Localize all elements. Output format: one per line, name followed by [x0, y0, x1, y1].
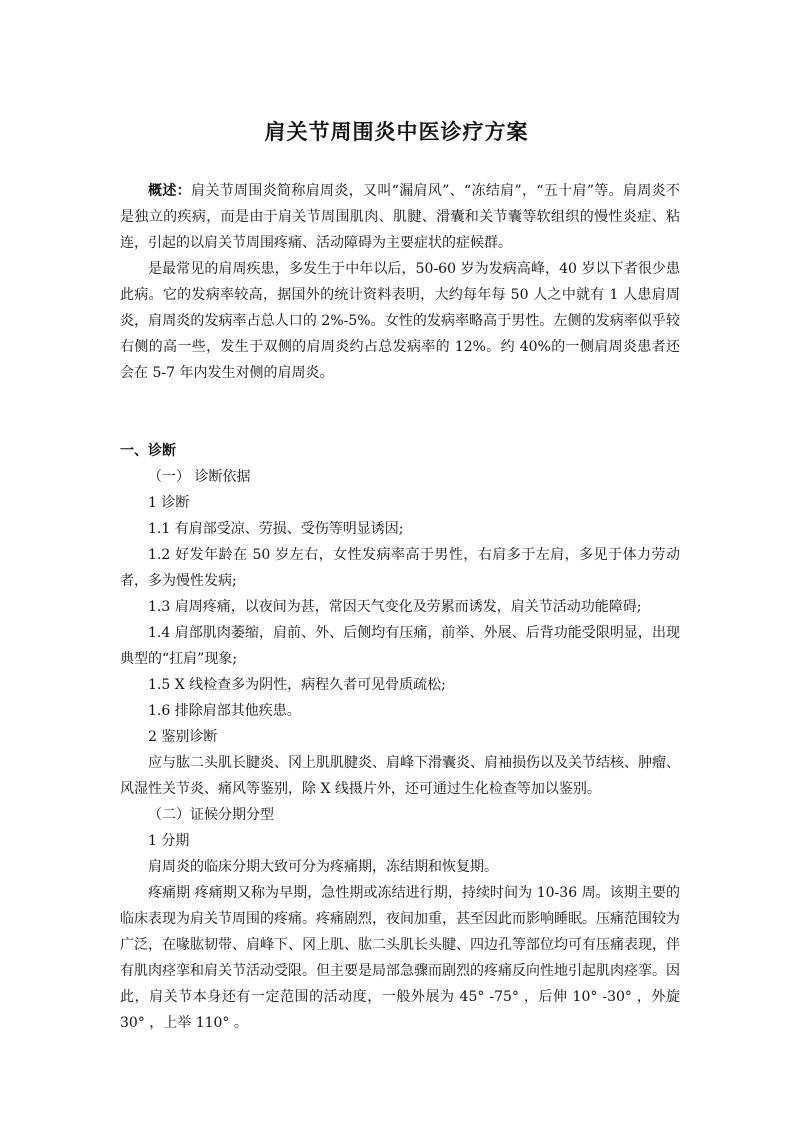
overview-label: 概述： [148, 183, 192, 199]
list-item: 1.2 好发年龄在 50 岁左右，女性发病率高于男性，右肩多于左肩，多见于体力劳动者，多为慢性发病; [120, 547, 680, 589]
overview-text: 肩关节周围炎简称肩周炎，又叫“漏肩风”、“冻结肩”，“五十肩”等。肩周炎不是独立的疾病，而是由于肩关节周围肌肉、肌腱、滑囊和关节囊等软组织的慢性炎症、粘连，引起的以肩关节周围疼痛、活动障碍为主要症状的症候群。 [120, 183, 681, 251]
subsection-heading-basis: （一） 诊断依据 [148, 469, 251, 485]
overview-paragraph-2: 是最常见的肩周疾患，多发生于中年以后，50-60 岁为发病高峰，40 岁以下者很少患此病。它的发病率较高，据国外的统计资料表明，大约每年每 50 人之中就有 1 人患肩周炎，肩周炎的发病率占总人口的 2%-5%。女性的发病率略高于男性。左侧的发病率似乎较右侧的高一些，发生于双侧的肩周炎约占总发病率的 12%。约 40%的一侧肩周炎患者还会在 5-7 年内发生对侧的肩周炎。 [120, 261, 680, 381]
section-gap [120, 386, 680, 438]
list-item: 1.6 排除肩部其他疾患。 [148, 703, 301, 719]
section-heading-diagnosis: 一、诊断 [120, 443, 176, 459]
subsection-heading-staging: （二）证候分期分型 [148, 807, 274, 823]
differential-paragraph: 应与肱二头肌长腱炎、冈上肌肌腱炎、肩峰下滑囊炎、肩袖损伤以及关节结核、肿瘤、风湿性关节炎、痛风等鉴别，除 X 线摄片外，还可通过生化检查等加以鉴别。 [120, 755, 680, 797]
list-item: 1.4 肩部肌肉萎缩，肩前、外、后侧均有压痛，前举、外展、后背功能受限明显，出现典型的“扛肩”现象; [120, 625, 680, 667]
list-item: 2 鉴别诊断 [148, 729, 218, 745]
document-body [120, 178, 680, 1036]
list-item: 1 分期 [148, 833, 190, 849]
list-item: 1.1 有肩部受凉、劳损、受伤等明显诱因; [148, 521, 404, 537]
staging-paragraph: 肩周炎的临床分期大致可分为疼痛期，冻结期和恢复期。 [148, 859, 498, 875]
list-item: 1 诊断 [148, 495, 190, 511]
pain-stage-paragraph: 疼痛期 疼痛期又称为早期，急性期或冻结进行期，持续时间为 10-36 周。该期主要的临床表现为肩关节周围的疼痛。疼痛剧烈，夜间加重，甚至因此而影响睡眠。压痛范围较为广泛，在喙肱韧带、肩峰下、冈上肌、肱二头肌长头腱、四边孔等部位均可有压痛表现，伴有肌肉痉挛和肩关节活动受限。但主要是局部急骤而剧烈的疼痛反向性地引起肌肉痉挛。因此，肩关节本身还有一定范围的活动度，一般外展为 45° -75° ，后伸 10° -30° ，外旋 30° ，上举 110° 。 [120, 885, 680, 1031]
page-title: 肩关节周围炎中医诊疗方案 [264, 120, 529, 144]
list-item: 1.5 X 线检查多为阴性，病程久者可见骨质疏松; [148, 677, 446, 693]
list-item: 1.3 肩周疼痛，以夜间为甚，常因天气变化及劳累而诱发，肩关节活动功能障碍; [148, 599, 642, 615]
overview-paragraph [120, 178, 680, 256]
